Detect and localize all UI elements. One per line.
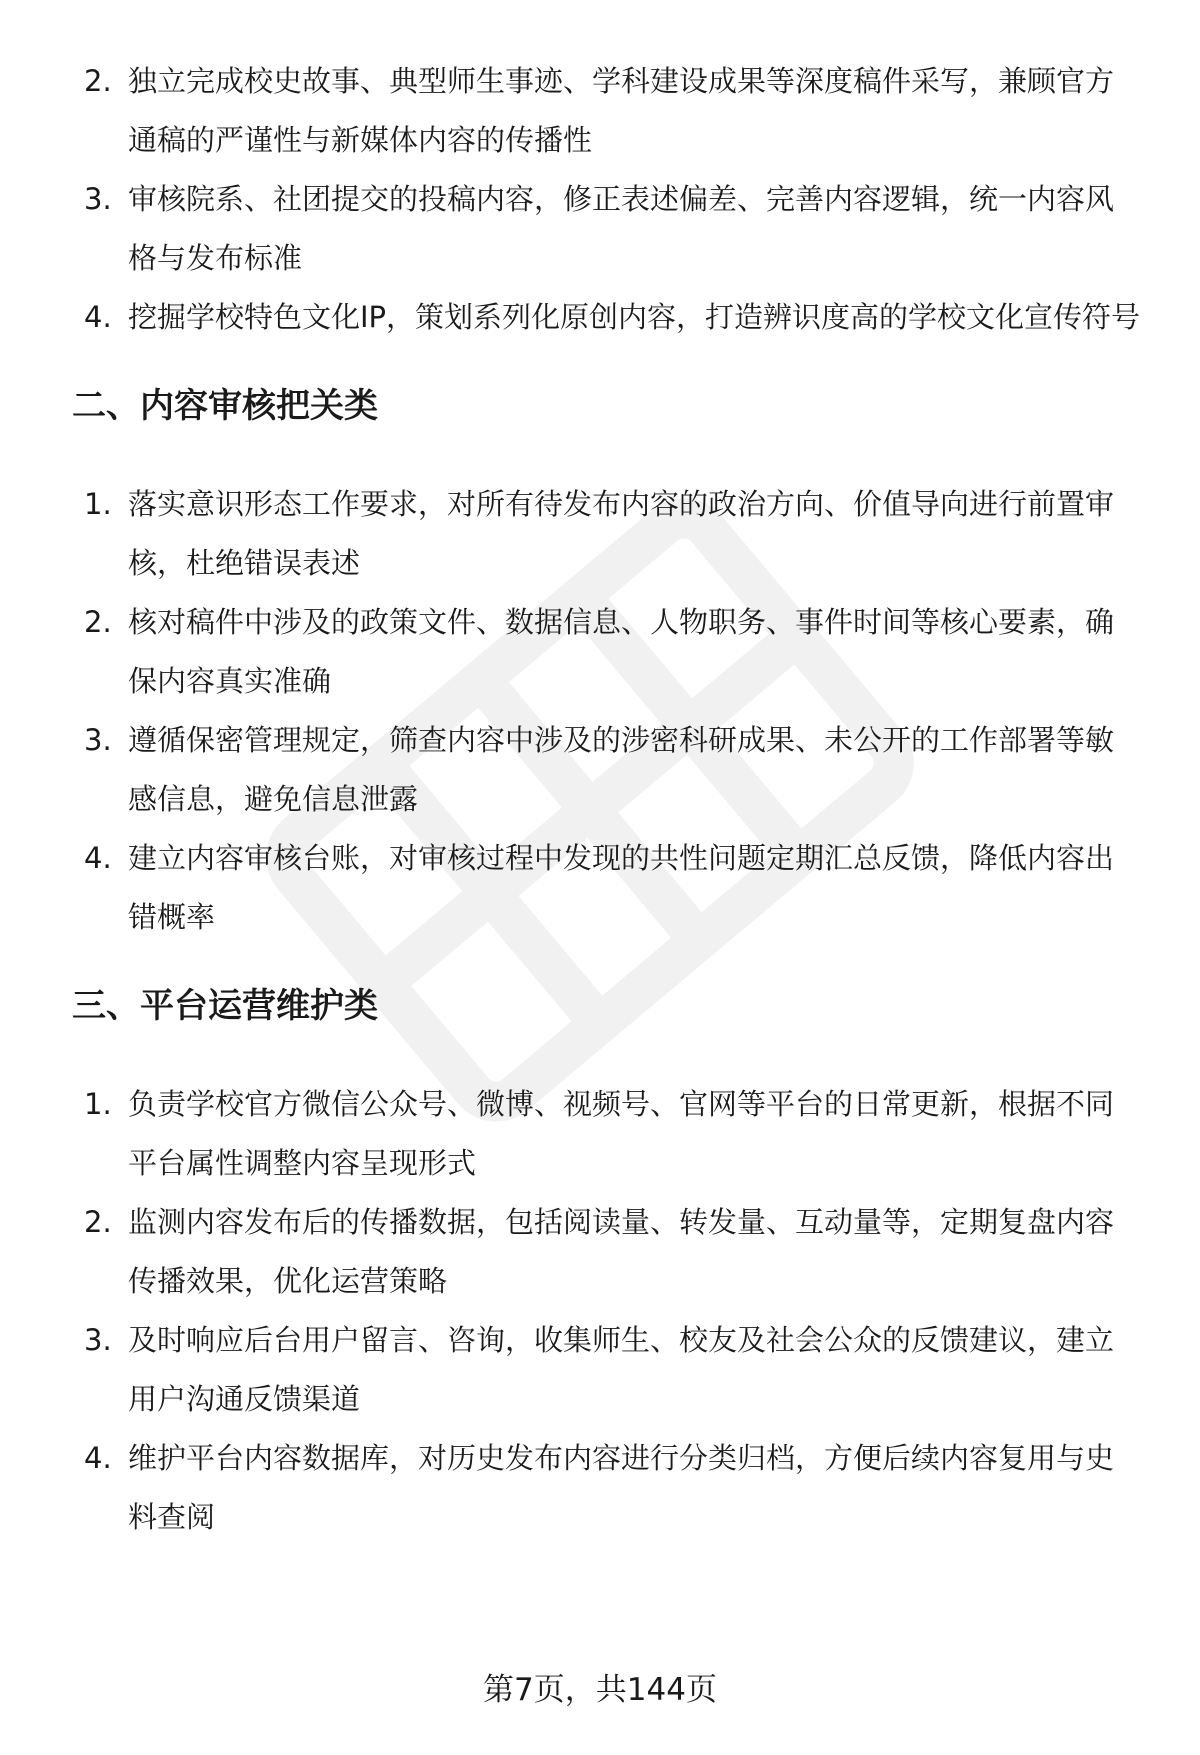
section-heading-platform-ops: 三、平台运营维护类 (72, 986, 378, 1026)
item-number: 4. (84, 841, 112, 875)
item-number: 3. (84, 1323, 112, 1357)
item-number: 3. (84, 182, 112, 216)
item-list-block0 (0, 52, 1200, 347)
list-item (0, 288, 1200, 347)
item-number: 2. (84, 605, 112, 639)
list-item (0, 593, 1200, 711)
list-item (0, 1075, 1200, 1193)
item-list-section2 (0, 475, 1200, 947)
section-heading-content-review: 二、内容审核把关类 (72, 386, 378, 426)
item-text: 挖掘学校特色文化IP，策划系列化原创内容，打造辨识度高的学校文化宣传符号 (128, 300, 1141, 334)
document-content (0, 52, 1200, 1547)
list-item (0, 52, 1200, 170)
item-number: 2. (84, 64, 112, 98)
page-footer: 第7页，共144页 (483, 1672, 717, 1708)
item-text: 独立完成校史故事、典型师生事迹、学科建设成果等深度稿件采写，兼顾官方通稿的严谨性与新媒体内容的传播性 (128, 64, 1115, 157)
list-item (0, 1429, 1200, 1547)
item-text: 落实意识形态工作要求，对所有待发布内容的政治方向、价值导向进行前置审核，杜绝错误表述 (128, 487, 1115, 580)
item-text: 审核院系、社团提交的投稿内容，修正表述偏差、完善内容逻辑，统一内容风格与发布标准 (128, 182, 1115, 275)
item-text: 负责学校官方微信公众号、微博、视频号、官网等平台的日常更新，根据不同平台属性调整内容呈现形式 (128, 1087, 1115, 1180)
list-item (0, 829, 1200, 947)
item-text: 及时响应后台用户留言、咨询，收集师生、校友及社会公众的反馈建议，建立用户沟通反馈渠道 (128, 1323, 1115, 1416)
item-number: 4. (84, 1441, 112, 1475)
item-text: 建立内容审核台账，对审核过程中发现的共性问题定期汇总反馈，降低内容出错概率 (128, 841, 1115, 934)
item-text: 维护平台内容数据库，对历史发布内容进行分类归档，方便后续内容复用与史料查阅 (128, 1441, 1115, 1534)
item-text: 遵循保密管理规定，筛查内容中涉及的涉密科研成果、未公开的工作部署等敏感信息，避免信息泄露 (128, 723, 1115, 816)
item-number: 3. (84, 723, 112, 757)
list-item (0, 711, 1200, 829)
item-number: 4. (84, 300, 112, 334)
list-item (0, 1311, 1200, 1429)
list-item (0, 1193, 1200, 1311)
item-text: 监测内容发布后的传播数据，包括阅读量、转发量、互动量等，定期复盘内容传播效果，优化运营策略 (128, 1205, 1115, 1298)
list-item (0, 170, 1200, 288)
item-number: 1. (84, 487, 112, 521)
item-list-section3 (0, 1075, 1200, 1547)
item-number: 1. (84, 1087, 112, 1121)
item-number: 2. (84, 1205, 112, 1239)
item-text: 核对稿件中涉及的政策文件、数据信息、人物职务、事件时间等核心要素，确保内容真实准确 (128, 605, 1115, 698)
list-item (0, 475, 1200, 593)
